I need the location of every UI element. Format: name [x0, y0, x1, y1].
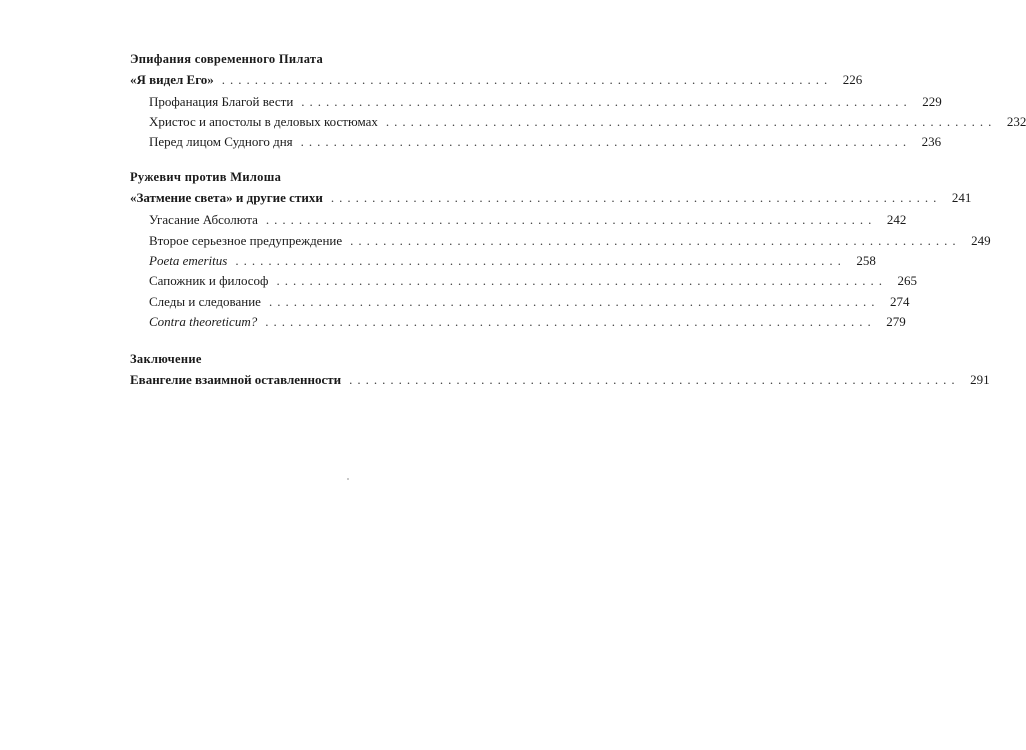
dot-leader: .......................................................................... — [330, 190, 942, 205]
toc-entry[interactable] — [130, 72, 863, 90]
dot-leader: .......................................................................... — [300, 134, 912, 149]
toc-entry-label: Poeta emeritus — [149, 253, 228, 268]
toc-entry[interactable] — [149, 273, 917, 291]
section-title-text: Ружевич против Милоша — [130, 170, 282, 184]
toc-entry-page: 232 — [1006, 114, 1026, 129]
toc-entry-page: 229 — [922, 94, 942, 109]
section-title-text: Заключение — [130, 352, 202, 366]
toc-entry-page: 241 — [951, 190, 972, 205]
toc-entry-label: Второе серьезное предупреждение — [149, 233, 343, 248]
toc-entry[interactable] — [149, 134, 942, 152]
page-speck — [347, 478, 349, 480]
toc-entry[interactable] — [149, 294, 910, 312]
toc-entry-page: 226 — [842, 72, 863, 87]
dot-leader: .......................................................................... — [268, 294, 880, 309]
toc-entry-page: 279 — [886, 314, 906, 329]
dot-leader: .......................................................................... — [349, 372, 960, 387]
dot-leader: .......................................................................... — [265, 314, 876, 329]
dot-leader: .......................................................................... — [350, 233, 961, 248]
section-title-text: Эпифания современного Пилата — [130, 52, 324, 66]
toc-entry-page: 236 — [921, 134, 942, 149]
toc-entry-page: 258 — [856, 253, 876, 268]
toc-entry-label: «Затмение света» и другие стихи — [130, 190, 323, 205]
toc-entry-label: Сапожник и философ — [149, 273, 269, 288]
toc-entry[interactable] — [149, 253, 876, 271]
dot-leader: .......................................................................... — [276, 273, 887, 288]
toc-entry[interactable] — [149, 94, 942, 112]
toc-entry[interactable] — [149, 114, 1026, 132]
section-title — [130, 52, 323, 67]
toc-entry-label: Следы и следование — [149, 294, 261, 309]
dot-leader: .......................................................................... — [235, 253, 846, 268]
toc-entry-page: 242 — [886, 212, 907, 227]
toc-entry-label: Евангелие взаимной оставленности — [130, 372, 342, 387]
dot-leader: .......................................................................... — [265, 212, 877, 227]
toc-entry[interactable] — [149, 233, 991, 251]
toc-entry-label: Перед лицом Судного дня — [149, 134, 293, 149]
toc-entry-page: 249 — [971, 233, 991, 248]
section-title — [130, 170, 281, 185]
toc-entry[interactable] — [130, 372, 990, 390]
toc-entry-page: 291 — [970, 372, 990, 387]
toc-entry-page: 265 — [897, 273, 917, 288]
dot-leader: .......................................................................... — [221, 72, 833, 87]
toc-entry[interactable] — [149, 314, 906, 332]
toc-entry-page: 274 — [889, 294, 910, 309]
toc-entry-label: «Я видел Его» — [130, 72, 214, 87]
toc-entry-label: Христос и апостолы в деловых костюмах — [149, 114, 378, 129]
toc-entry-label: Contra theoreticum? — [149, 314, 258, 329]
dot-leader: .......................................................................... — [385, 114, 997, 129]
toc-entry[interactable] — [130, 190, 972, 208]
toc-entry[interactable] — [149, 212, 907, 230]
section-title — [130, 352, 202, 367]
toc-entry-label: Угасание Абсолюта — [149, 212, 258, 227]
dot-leader: .......................................................................... — [301, 94, 912, 109]
toc-entry-label: Профанация Благой вести — [149, 94, 294, 109]
